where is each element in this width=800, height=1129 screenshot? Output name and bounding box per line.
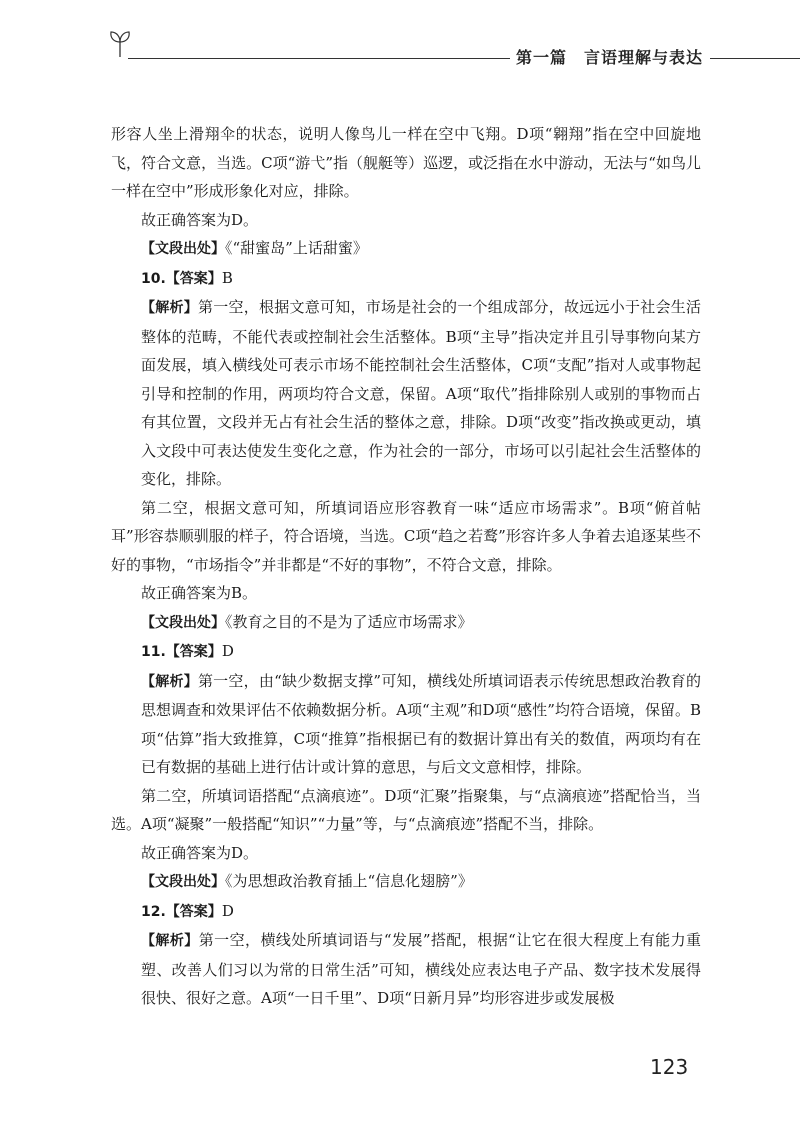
paragraph-text: D — [221, 901, 234, 920]
section-tag: 【文段出处】 — [141, 614, 225, 631]
tagged-paragraph — [111, 608, 701, 638]
page-header — [0, 0, 800, 80]
paragraph-text: D — [221, 642, 234, 660]
header-rule-right — [710, 58, 800, 59]
sprout-icon — [108, 28, 132, 58]
section-tag: 【文段出处】 — [141, 874, 225, 890]
body-paragraph: 形容人坐上滑翔伞的状态，说明人像鸟儿一样在空中飞翔。D项“翱翔”指在空中回旋地飞，符合文意，当选。C项“游弋”指（舰艇等）巡逻，或泛指在水中游动，无法与“如鸟儿一样在空中”形成形象化对应，排除。 — [111, 125, 701, 200]
section-tag: 【文段出处】 — [141, 241, 225, 257]
page-number: 123 — [650, 1055, 689, 1079]
tagged-paragraph — [111, 867, 701, 897]
section-tag: 12.【答案】 — [141, 903, 222, 920]
body-paragraph: 第二空，根据文意可知，所填词语应形容教育一味“适应市场需求”。B项“俯首帖耳”形容恭顺驯服的样子，符合语境，当选。C项“趋之若鹜”形容许多人争着去追逐某些不好的事物，“市场指令”并非都是“不好的事物”，不符合文意，排除。 — [111, 498, 701, 574]
body-paragraph: 故正确答案为D。 — [141, 210, 259, 229]
section-tag: 【解析】 — [141, 673, 198, 690]
body-paragraph: 故正确答案为B。 — [141, 584, 258, 602]
paragraph-text: 《为思想政治教育插上“信息化翅膀”》 — [225, 872, 473, 890]
body-paragraph: 故正确答案为D。 — [141, 843, 259, 862]
tagged-paragraph — [111, 637, 701, 667]
tagged-paragraph — [111, 264, 701, 294]
paragraph-text: 第一空，由“缺少数据支撑”可知，横线处所填词语表示传统思想政治教育的思想调查和效果评估不依赖数据分析。A项“主观”和D项“感性”均符合语境，保留。B项“估算”指大致推算，C项“推算”指根据已有的数据计算出有关的数值，两项均有在已有数据的基础上进行估计或计算的意思，与后文文意相悖，排除。 — [141, 671, 701, 776]
header-rule-left — [128, 58, 510, 59]
body-paragraph: 第二空，所填词语搭配“点滴痕迹”。D项“汇聚”指聚集，与“点滴痕迹”搭配恰当，当选。A项“凝聚”一般搭配“知识”“力量”等，与“点滴痕迹”搭配不当，排除。 — [111, 786, 701, 833]
paragraph-text: 《教育之目的不是为了适应市场需求》 — [225, 612, 473, 631]
tagged-paragraph — [111, 234, 701, 264]
tagged-paragraph — [111, 667, 701, 782]
tagged-paragraph — [111, 897, 701, 927]
paragraph-text: B — [221, 268, 233, 287]
section-tag: 【解析】 — [141, 933, 199, 949]
paragraph-text: 第一空，横线处所填词语与“发展”搭配，根据“让它在很大程度上有能力重塑、改善人们习以为常的日常生活”可知，横线处应表达电子产品、数字技术发展得很快、很好之意。A项“一日千里”、D项“日新月异”均形容进步或发展极 — [141, 931, 701, 1007]
section-tag: 【解析】 — [141, 300, 198, 316]
answer-explanation-body — [111, 120, 701, 1013]
tagged-paragraph — [111, 926, 701, 1013]
paragraph-text: 第一空，根据文意可知，市场是社会的一个组成部分，故远远小于社会生活整体的范畴，不能代表或控制社会生活整体。B项“主导”指决定并且引导事物向某方面发展，填入横线处可表示市场不能控制社会生活整体，C项“支配”指对人或事物起引导和控制的作用，两项均符合文意，保留。A项“取代”指排除别人或别的事物而占有其位置，文段并无占有社会生活的整体之意，排除。D项“改变”指改换或更动，填入文段中可表达使发生变化之意，作为社会的一部分，市场可以引起社会生活整体的变化，排除。 — [141, 298, 701, 488]
paragraph-text: 《“甜蜜岛”上话甜蜜》 — [225, 239, 368, 257]
tagged-paragraph — [111, 293, 701, 494]
section-title: 第一篇 言语理解与表达 — [516, 48, 704, 67]
section-tag: 10.【答案】 — [141, 270, 222, 287]
section-tag: 11.【答案】 — [141, 644, 222, 660]
